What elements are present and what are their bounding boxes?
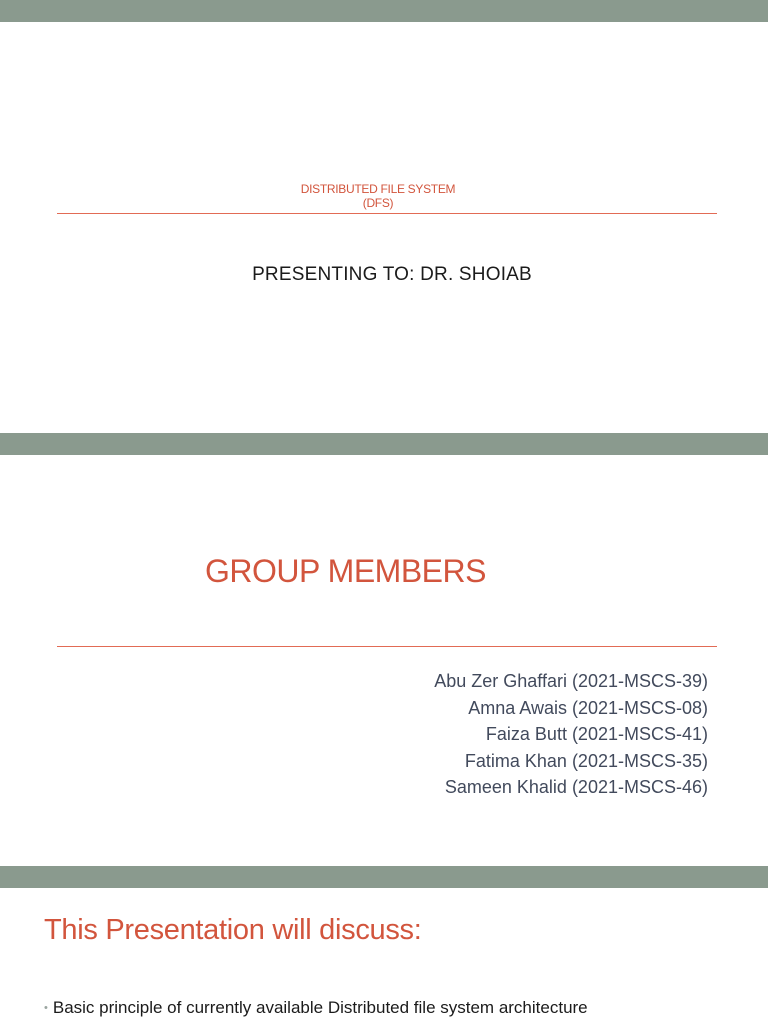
agenda-title: This Presentation will discuss: xyxy=(44,914,422,946)
slide-divider-band-top xyxy=(0,0,768,22)
slide-title-heading xyxy=(0,182,756,210)
presenting-to-subtitle: PRESENTING TO: DR. SHOIAB xyxy=(252,264,532,285)
slide-title-line-2: (DFS) xyxy=(362,196,394,210)
agenda-bullet-text: Basic principle of currently available Distributed file system architecture xyxy=(52,998,588,1017)
member-item: Faiza Butt (2021-MSCS-41) xyxy=(485,724,708,744)
title-underline xyxy=(57,213,717,214)
members-list xyxy=(434,668,708,801)
member-item: Abu Zer Ghaffari (2021-MSCS-39) xyxy=(434,671,708,691)
slide-agenda xyxy=(0,888,768,1024)
group-members-title: GROUP MEMBERS xyxy=(205,553,486,589)
member-item: Fatima Khan (2021-MSCS-35) xyxy=(464,750,708,771)
bullet-dot-icon: • xyxy=(44,1002,48,1014)
group-members-underline xyxy=(57,646,717,647)
member-item: Sameen Khalid (2021-MSCS-46) xyxy=(444,777,708,797)
slide-divider-band-middle xyxy=(0,433,768,455)
slide-title xyxy=(0,22,768,433)
slide-title-line-1: DISTRIBUTED FILE SYSTEM xyxy=(300,182,456,196)
slide-divider-band-bottom xyxy=(0,866,768,888)
agenda-bullet-item xyxy=(44,998,588,1018)
slide-group-members xyxy=(0,455,768,866)
member-item: Amna Awais (2021-MSCS-08) xyxy=(468,697,708,718)
